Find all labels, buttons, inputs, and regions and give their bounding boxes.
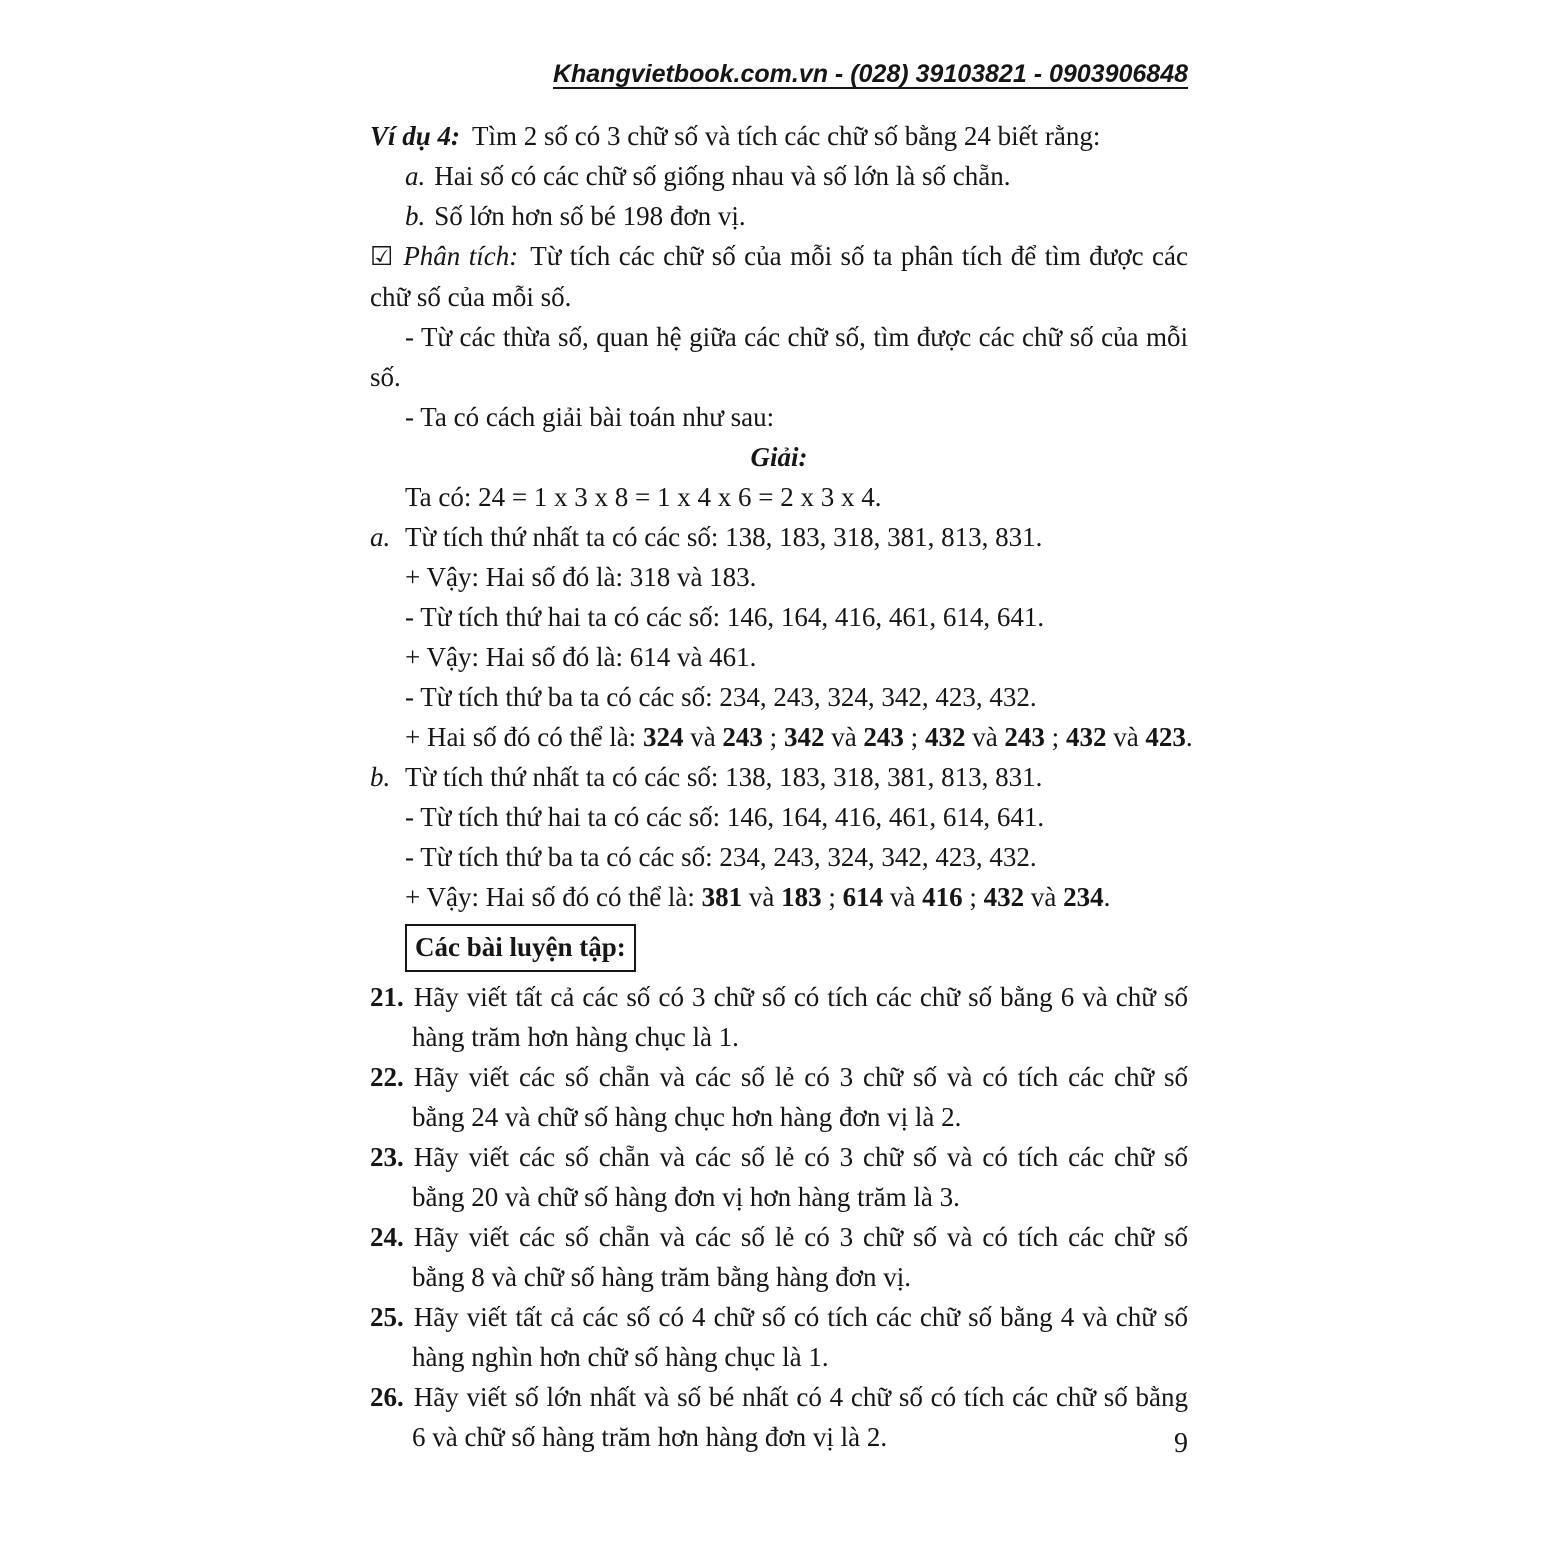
exercise-number: 23. [370, 1142, 404, 1172]
exercise-text: Hãy viết các số chẵn và các số lẻ có 3 chữ số và có tích các chữ số bằng 8 và chữ số hàng trăm bằng hàng đơn vị. [412, 1222, 1188, 1292]
page-number: 9 [1174, 1428, 1188, 1459]
header-contact-text: Khangvietbook.com.vn - (028) 39103821 - 0903906848 [552, 60, 1188, 88]
exercise-item [370, 1297, 1188, 1377]
example-item-a [405, 156, 1188, 196]
exercise-item [370, 1057, 1188, 1137]
example-item-a-text: Hai số có các chữ số giống nhau và số lớn là số chẵn. [434, 161, 1011, 191]
solution-line: + Vậy: Hai số đó là: 614 và 461. [405, 642, 757, 672]
example-item-b-text: Số lớn hơn số bé 198 đơn vị. [434, 201, 746, 231]
exercise-text: Hãy viết các số chẵn và các số lẻ có 3 chữ số và có tích các chữ số bằng 24 và chữ số hàng chục hơn hàng đơn vị là 2. [412, 1062, 1188, 1132]
exercise-text: Hãy viết các số chẵn và các số lẻ có 3 chữ số và có tích các chữ số bằng 20 và chữ số hàng đơn vị hơn hàng trăm là 3. [412, 1142, 1188, 1212]
exercise-item [370, 1217, 1188, 1297]
solution-line: Từ tích thứ nhất ta có các số: 138, 183, 318, 381, 813, 831. [405, 522, 1043, 552]
solution-part-a-conclusion: + Hai số đó có thể là: 324 và 243 ; 342 và 243 ; 432 và 243 ; 432 và 423. [405, 722, 1193, 752]
exercises-box-title: Các bài luyện tập: [405, 924, 636, 972]
example-intro-text: Tìm 2 số có 3 chữ số và tích các chữ số bằng 24 biết rằng: [472, 121, 1101, 151]
analysis-paragraph [370, 236, 1188, 317]
solution-line: - Từ tích thứ hai ta có các số: 146, 164, 416, 461, 614, 641. [405, 802, 1045, 832]
analysis-bullet-2: - Ta có cách giải bài toán như sau: [405, 402, 775, 432]
analysis-bullet-1: - Từ các thừa số, quan hệ giữa các chữ số, tìm được các chữ số của mỗi số. [370, 322, 1188, 392]
exercise-item [370, 1137, 1188, 1217]
exercise-number: 22. [370, 1062, 404, 1092]
exercise-number: 24. [370, 1222, 404, 1252]
example-label: Ví dụ 4: [370, 121, 461, 151]
page-header [370, 60, 1188, 89]
solution-line: Từ tích thứ nhất ta có các số: 138, 183, 318, 381, 813, 831. [405, 762, 1043, 792]
exercise-number: 21. [370, 982, 404, 1012]
solution-part-a [370, 517, 1193, 757]
solution-equation: Ta có: 24 = 1 x 3 x 8 = 1 x 4 x 6 = 2 x 3 x 4. [405, 482, 882, 512]
example-item-a-label: a. [405, 161, 426, 191]
solution-line: - Từ tích thứ ba ta có các số: 234, 243, 324, 342, 423, 432. [405, 842, 1037, 872]
solution-part-b-label: b. [370, 762, 391, 792]
solution-heading: Giải: [750, 442, 808, 472]
solution-line: + Vậy: Hai số đó là: 318 và 183. [405, 562, 757, 592]
exercise-text: Hãy viết tất cả các số có 3 chữ số có tích các chữ số bằng 6 và chữ số hàng trăm hơn hàng chục là 1. [412, 982, 1188, 1052]
page-content [370, 116, 1193, 1457]
exercises-box-wrap [405, 924, 1188, 972]
analysis-label: Phân tích: [403, 241, 519, 271]
example-intro-line [370, 116, 1188, 156]
solution-part-b [370, 757, 1188, 917]
exercise-text: Hãy viết tất cả các số có 4 chữ số có tích các chữ số bằng 4 và chữ số hàng nghìn hơn chữ số hàng chục là 1. [412, 1302, 1188, 1372]
solution-line: - Từ tích thứ hai ta có các số: 146, 164, 416, 461, 614, 641. [405, 602, 1045, 632]
example-item-b [405, 196, 1188, 236]
solution-part-b-conclusion: + Vậy: Hai số đó có thể là: 381 và 183 ; 614 và 416 ; 432 và 234. [405, 882, 1111, 912]
exercise-number: 26. [370, 1382, 404, 1412]
exercise-item [370, 977, 1188, 1057]
example-item-b-label: b. [405, 201, 426, 231]
checked-checkbox-icon: ☑ [370, 242, 394, 271]
solution-part-a-label: a. [370, 522, 391, 552]
exercise-number: 25. [370, 1302, 404, 1332]
analysis-text: Từ tích các chữ số của mỗi số ta phân tích để tìm được các chữ số của mỗi số. [370, 241, 1188, 312]
solution-line: - Từ tích thứ ba ta có các số: 234, 243, 324, 342, 423, 432. [405, 682, 1037, 712]
exercise-text: Hãy viết số lớn nhất và số bé nhất có 4 chữ số có tích các chữ số bằng 6 và chữ số hàng trăm hơn hàng đơn vị là 2. [412, 1382, 1188, 1452]
